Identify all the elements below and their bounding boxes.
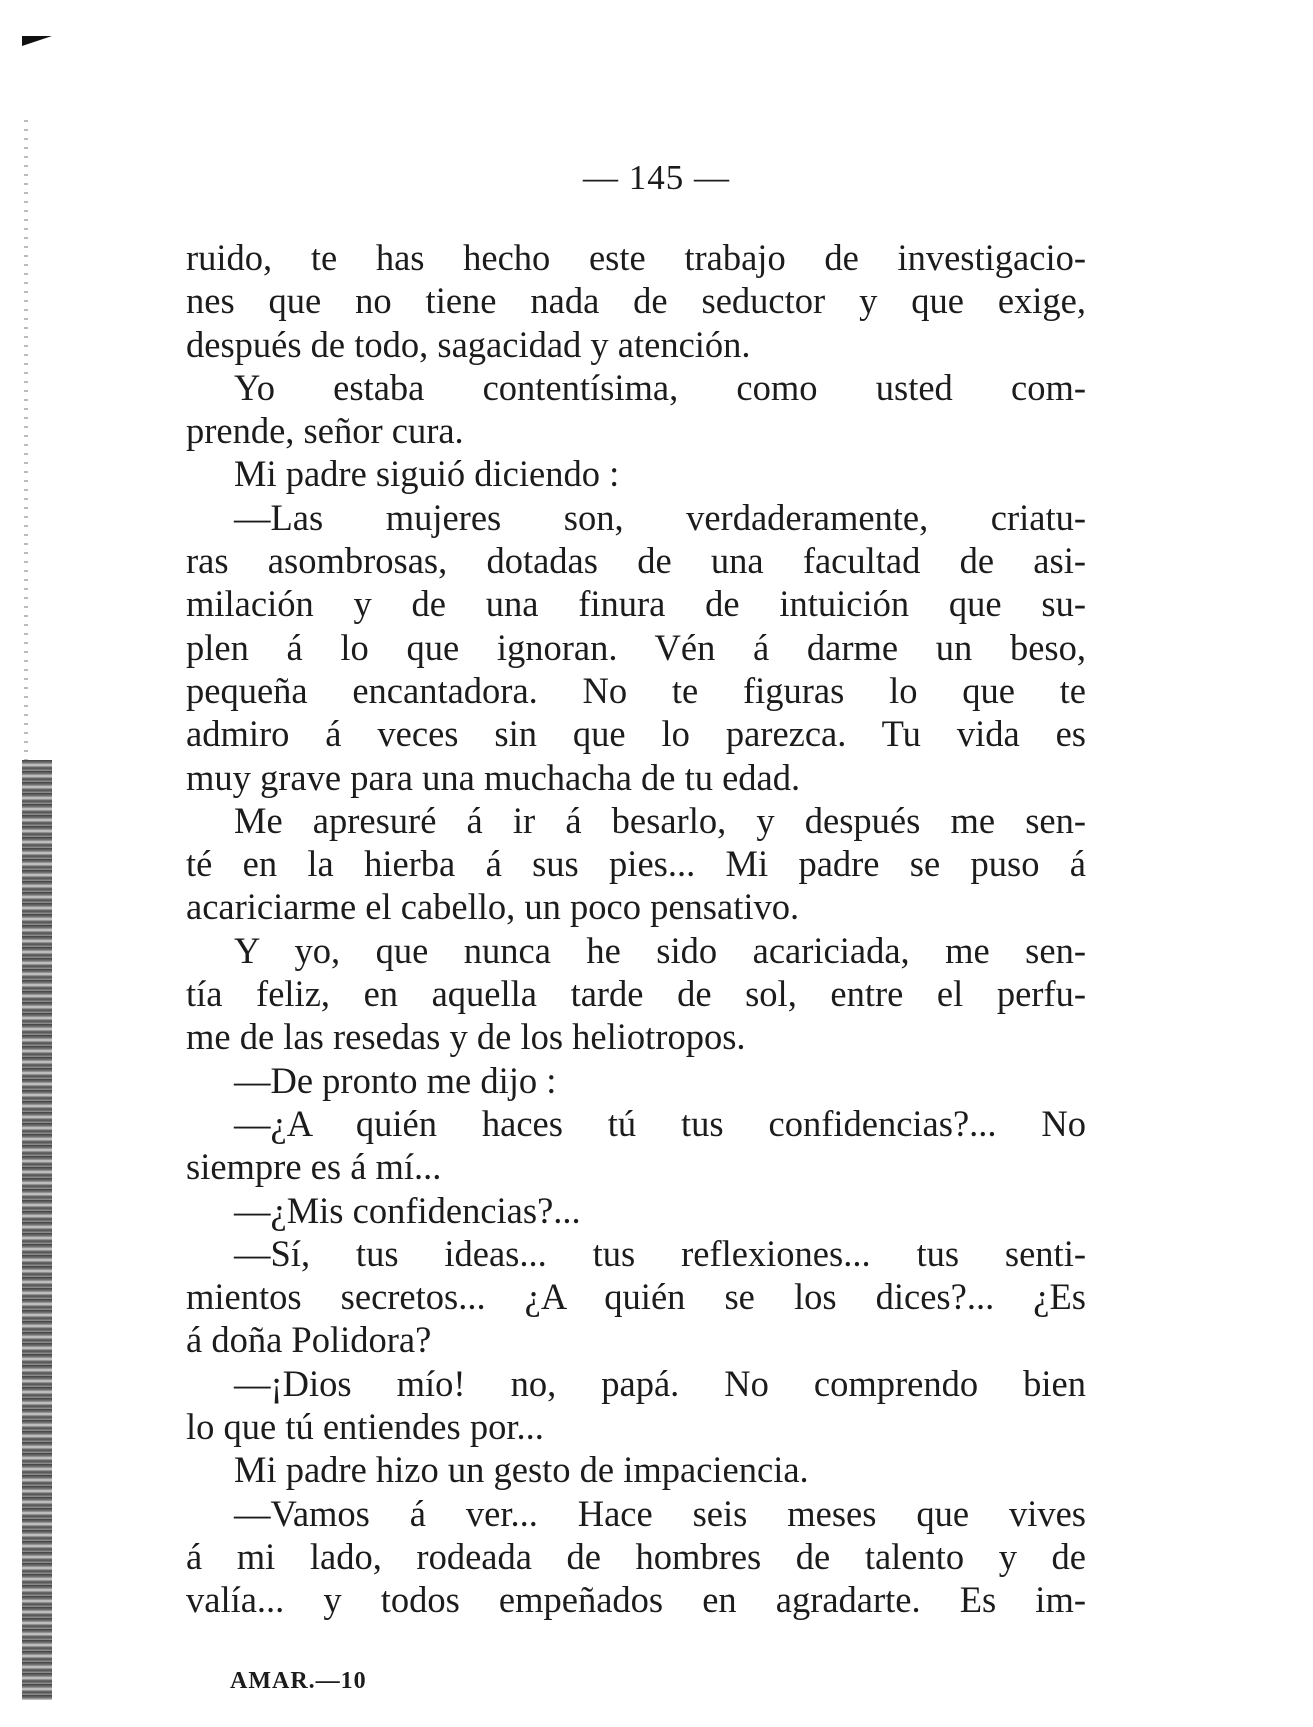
text-line: lo que tú entiendes por...: [186, 1406, 544, 1448]
text-line: valía... y todos empeñados en agradarte. Es im-: [186, 1579, 1086, 1621]
text-line: á doña Polidora?: [186, 1319, 432, 1361]
text-line: milación y de una finura de intuición que su-: [186, 583, 1086, 625]
text-line: Mi padre siguió diciendo :: [234, 453, 620, 495]
text-line: tía feliz, en aquella tarde de sol, entre el perfu-: [186, 973, 1086, 1015]
text-line: —¿Mis confidencias?...: [234, 1189, 581, 1231]
spine-edge-shadow: [22, 760, 52, 1700]
printer-signature: AMAR.—10: [230, 1668, 367, 1694]
text-line: —¡Dios mío! no, papá. No comprendo bien: [234, 1362, 1086, 1404]
text-line: acariciarme el cabello, un poco pensativo.: [186, 886, 800, 928]
text-line: Me apresuré á ir á besarlo, y después me sen-: [234, 799, 1086, 841]
body-text: [186, 236, 1086, 1622]
text-line: Yo estaba contentísima, como usted com-: [234, 366, 1086, 408]
text-line: —¿A quién haces tú tus confidencias?... No: [234, 1102, 1086, 1144]
text-line: ras asombrosas, dotadas de una facultad de asi-: [186, 540, 1086, 582]
text-line: té en la hierba á sus pies... Mi padre se puso á: [186, 843, 1086, 885]
text-line: mientos secretos... ¿A quién se los dices?... ¿Es: [186, 1276, 1086, 1318]
text-line: nes que no tiene nada de seductor y que exige,: [186, 280, 1086, 322]
text-line: —Las mujeres son, verdaderamente, criatu-: [234, 496, 1086, 538]
text-line: —De pronto me dijo :: [234, 1059, 557, 1101]
text-line: Y yo, que nunca he sido acariciada, me sen-: [234, 929, 1086, 971]
corner-mark: [22, 36, 52, 46]
text-line: pequeña encantadora. No te figuras lo que te: [186, 669, 1086, 711]
text-line: Mi padre hizo un gesto de impaciencia.: [234, 1449, 809, 1491]
text-line: me de las resedas y de los heliotropos.: [186, 1016, 746, 1058]
text-line: después de todo, sagacidad y atención.: [186, 323, 751, 365]
text-line: siempre es á mí...: [186, 1146, 442, 1188]
text-line: muy grave para una muchacha de tu edad.: [186, 756, 801, 798]
text-line: —Sí, tus ideas... tus reflexiones... tus senti-: [234, 1232, 1086, 1274]
page-number: — 145 —: [583, 158, 730, 197]
text-line: plen á lo que ignoran. Vén á darme un beso,: [186, 626, 1086, 668]
text-line: á mi lado, rodeada de hombres de talento y de: [186, 1535, 1086, 1577]
text-line: —Vamos á ver... Hace seis meses que vives: [234, 1492, 1086, 1534]
spine-edge-faint: [24, 120, 28, 760]
text-line: admiro á veces sin que lo parezca. Tu vida es: [186, 713, 1086, 755]
text-line: prende, señor cura.: [186, 410, 464, 452]
text-line: ruido, te has hecho este trabajo de investigacio-: [186, 237, 1086, 278]
